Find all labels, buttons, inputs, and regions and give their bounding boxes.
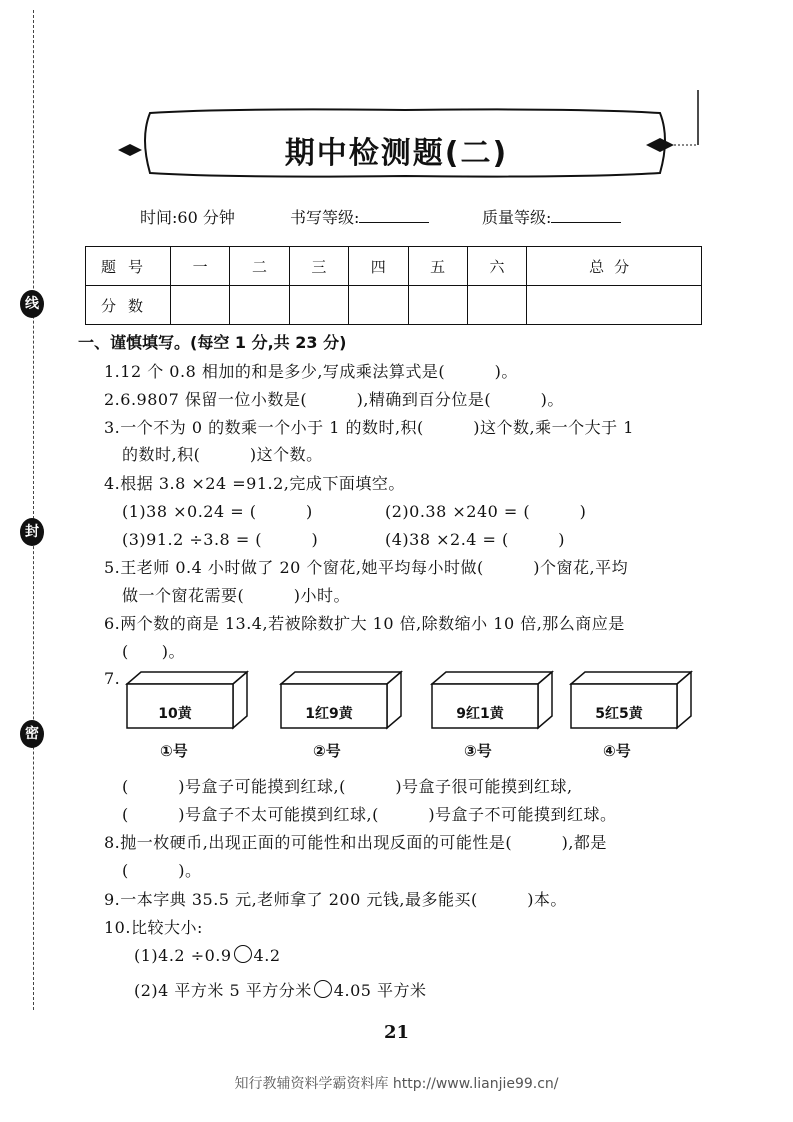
question-4-part-2: (2)0.38 ×240 = ( ) — [385, 502, 587, 521]
score-table — [85, 246, 702, 325]
binding-mark-feng: 封 — [20, 518, 44, 546]
score-table-header-row — [86, 247, 702, 286]
box-4-content: 5红5黄 — [595, 706, 643, 722]
footer-watermark: 知行教辅资料学霸资料库 http://www.lianjie99.cn/ — [234, 1076, 559, 1092]
question-10-part-1-left: (1)4.2 ÷0.9 — [134, 946, 232, 965]
question-2: 2.6.9807 保留一位小数是( ),精确到百分位是( )。 — [104, 390, 564, 409]
question-10-part-2-right: 4.05 平方米 — [333, 981, 427, 1000]
score-cell[interactable] — [349, 286, 408, 325]
writing-grade — [290, 205, 429, 228]
score-cell[interactable] — [289, 286, 348, 325]
score-cell[interactable] — [527, 286, 702, 325]
question-3-line-1: 3.一个不为 0 的数乘一个小于 1 的数时,积( )这个数,乘一个大于 1 — [104, 418, 634, 437]
question-10: 10.比较大小: — [104, 918, 203, 937]
question-5-line-1: 5.王老师 0.4 小时做了 20 个窗花,她平均每小时做( )个窗花,平均 — [104, 558, 629, 577]
question-10-part-1 — [134, 945, 281, 965]
col-header: 五 — [408, 247, 467, 286]
col-header: 六 — [467, 247, 526, 286]
question-7-answer-line-1: ( )号盒子可能摸到红球,( )号盒子很可能摸到红球, — [122, 777, 573, 796]
col-header: 三 — [289, 247, 348, 286]
question-7-answer-line-2: ( )号盒子不太可能摸到红球,( )号盒子不可能摸到红球。 — [122, 805, 617, 824]
quality-grade-blank[interactable] — [551, 208, 621, 223]
question-5-line-2: 做一个窗花需要( )小时。 — [122, 586, 350, 605]
row-label-score: 分数 — [86, 286, 171, 325]
question-8-line-2: ( )。 — [122, 861, 202, 880]
col-header: 总分 — [527, 247, 702, 286]
question-4-part-4: (4)38 ×2.4 = ( ) — [385, 530, 566, 549]
box-1-label: ①号 — [160, 742, 188, 760]
question-4: 4.根据 3.8 ×24 =91.2,完成下面填空。 — [104, 474, 405, 493]
box-4-label: ④号 — [603, 742, 631, 760]
question-4-part-1: (1)38 ×0.24 = ( ) — [122, 502, 313, 521]
question-7: 7. — [104, 669, 121, 688]
quality-grade-label: 质量等级: — [482, 208, 552, 227]
col-header: 一 — [171, 247, 230, 286]
page-number: 21 — [383, 1022, 410, 1043]
section-title: 一、谨慎填写。(每空 1 分,共 23 分) — [78, 333, 347, 352]
page-title: 期中检测题(二) — [284, 136, 509, 171]
question-4-part-3: (3)91.2 ÷3.8 = ( ) — [122, 530, 319, 549]
question-10-part-2 — [134, 978, 427, 1001]
question-6-line-2: ( )。 — [122, 642, 185, 661]
binding-mark-xian: 线 — [20, 290, 44, 318]
box-2-content: 1红9黄 — [305, 706, 353, 722]
score-table-score-row — [86, 286, 702, 325]
box-3-label: ③号 — [464, 742, 492, 760]
question-6-line-1: 6.两个数的商是 13.4,若被除数扩大 10 倍,除数缩小 10 倍,那么商应是 — [104, 614, 625, 633]
score-cell[interactable] — [408, 286, 467, 325]
time-label: 时间:60 分钟 — [140, 208, 235, 227]
question-10-part-2-left: (2)4 平方米 5 平方分米 — [134, 981, 312, 1000]
score-cell[interactable] — [467, 286, 526, 325]
col-header: 四 — [349, 247, 408, 286]
col-header: 二 — [230, 247, 289, 286]
box-3-content: 9红1黄 — [456, 706, 504, 722]
binding-mark-mi: 密 — [20, 720, 44, 748]
question-3-line-2: 的数时,积( )这个数。 — [122, 445, 323, 464]
question-10-part-1-right: 4.2 — [253, 946, 281, 965]
score-cell[interactable] — [171, 286, 230, 325]
writing-grade-blank[interactable] — [359, 208, 429, 223]
writing-grade-label: 书写等级: — [290, 208, 360, 227]
compare-circle-2[interactable] — [314, 980, 332, 998]
question-9: 9.一本字典 35.5 元,老师拿了 200 元钱,最多能买( )本。 — [104, 890, 567, 909]
quality-grade — [482, 205, 621, 228]
question-8-line-1: 8.抛一枚硬币,出现正面的可能性和出现反面的可能性是( ),都是 — [104, 833, 607, 852]
score-cell[interactable] — [230, 286, 289, 325]
compare-circle-1[interactable] — [234, 945, 252, 963]
question-1: 1.12 个 0.8 相加的和是多少,写成乘法算式是( )。 — [104, 362, 518, 381]
box-2-label: ②号 — [313, 742, 341, 760]
box-1-content: 10黄 — [158, 706, 192, 722]
row-label-question-number: 题号 — [86, 247, 171, 286]
